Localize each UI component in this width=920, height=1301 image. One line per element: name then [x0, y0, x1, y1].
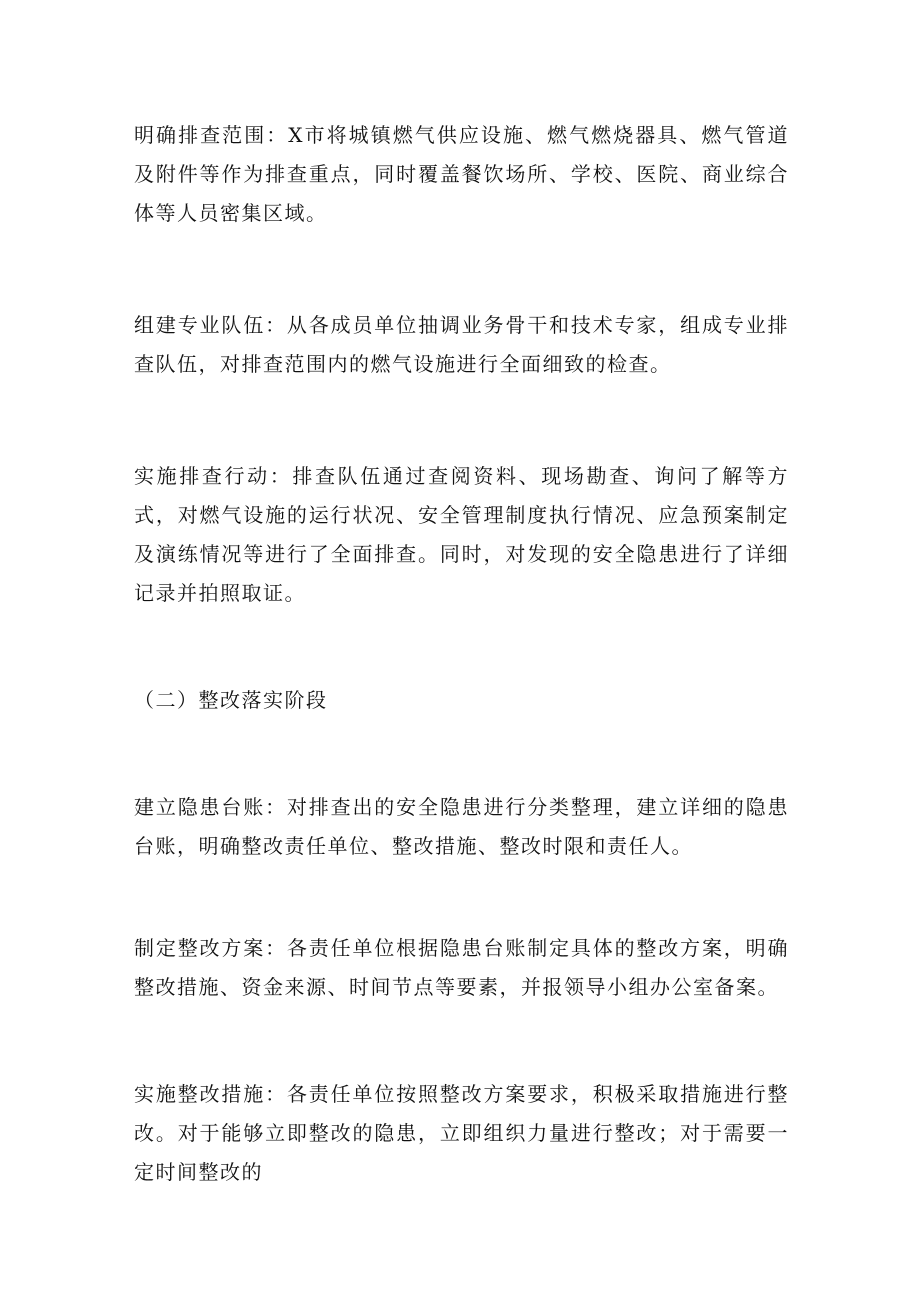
paragraph-scope: 明确排查范围：X市将城镇燃气供应设施、燃气燃烧器具、燃气管道及附件等作为排查重点，同时覆盖餐饮场所、学校、医院、商业综合体等人员密集区域。	[134, 123, 789, 225]
paragraph-measures: 实施整改措施：各责任单位按照整改方案要求，积极采取措施进行整改。对于能够立即整改的隐患，立即组织力量进行整改；对于需要一定时间整改的	[134, 1082, 789, 1184]
section-heading-rectification: （二）整改落实阶段	[134, 688, 328, 712]
paragraph-ledger: 建立隐患台账：对排查出的安全隐患进行分类整理，建立详细的隐患台账，明确整改责任单位、整改措施、整改时限和责任人。	[134, 795, 789, 858]
paragraph-plan: 制定整改方案：各责任单位根据隐患台账制定具体的整改方案，明确整改措施、资金来源、时间节点等要素，并报领导小组办公室备案。	[134, 936, 789, 999]
paragraph-team: 组建专业队伍：从各成员单位抽调业务骨干和技术专家，组成专业排查队伍，对排查范围内的燃气设施进行全面细致的检查。	[134, 313, 789, 376]
paragraph-inspection: 实施排查行动：排查队伍通过查阅资料、现场勘查、询问了解等方式，对燃气设施的运行状况、安全管理制度执行情况、应急预案制定及演练情况等进行了全面排查。同时，对发现的安全隐患进行了详细记录并拍照取证。	[134, 464, 789, 605]
document-body	[134, 116, 789, 1192]
